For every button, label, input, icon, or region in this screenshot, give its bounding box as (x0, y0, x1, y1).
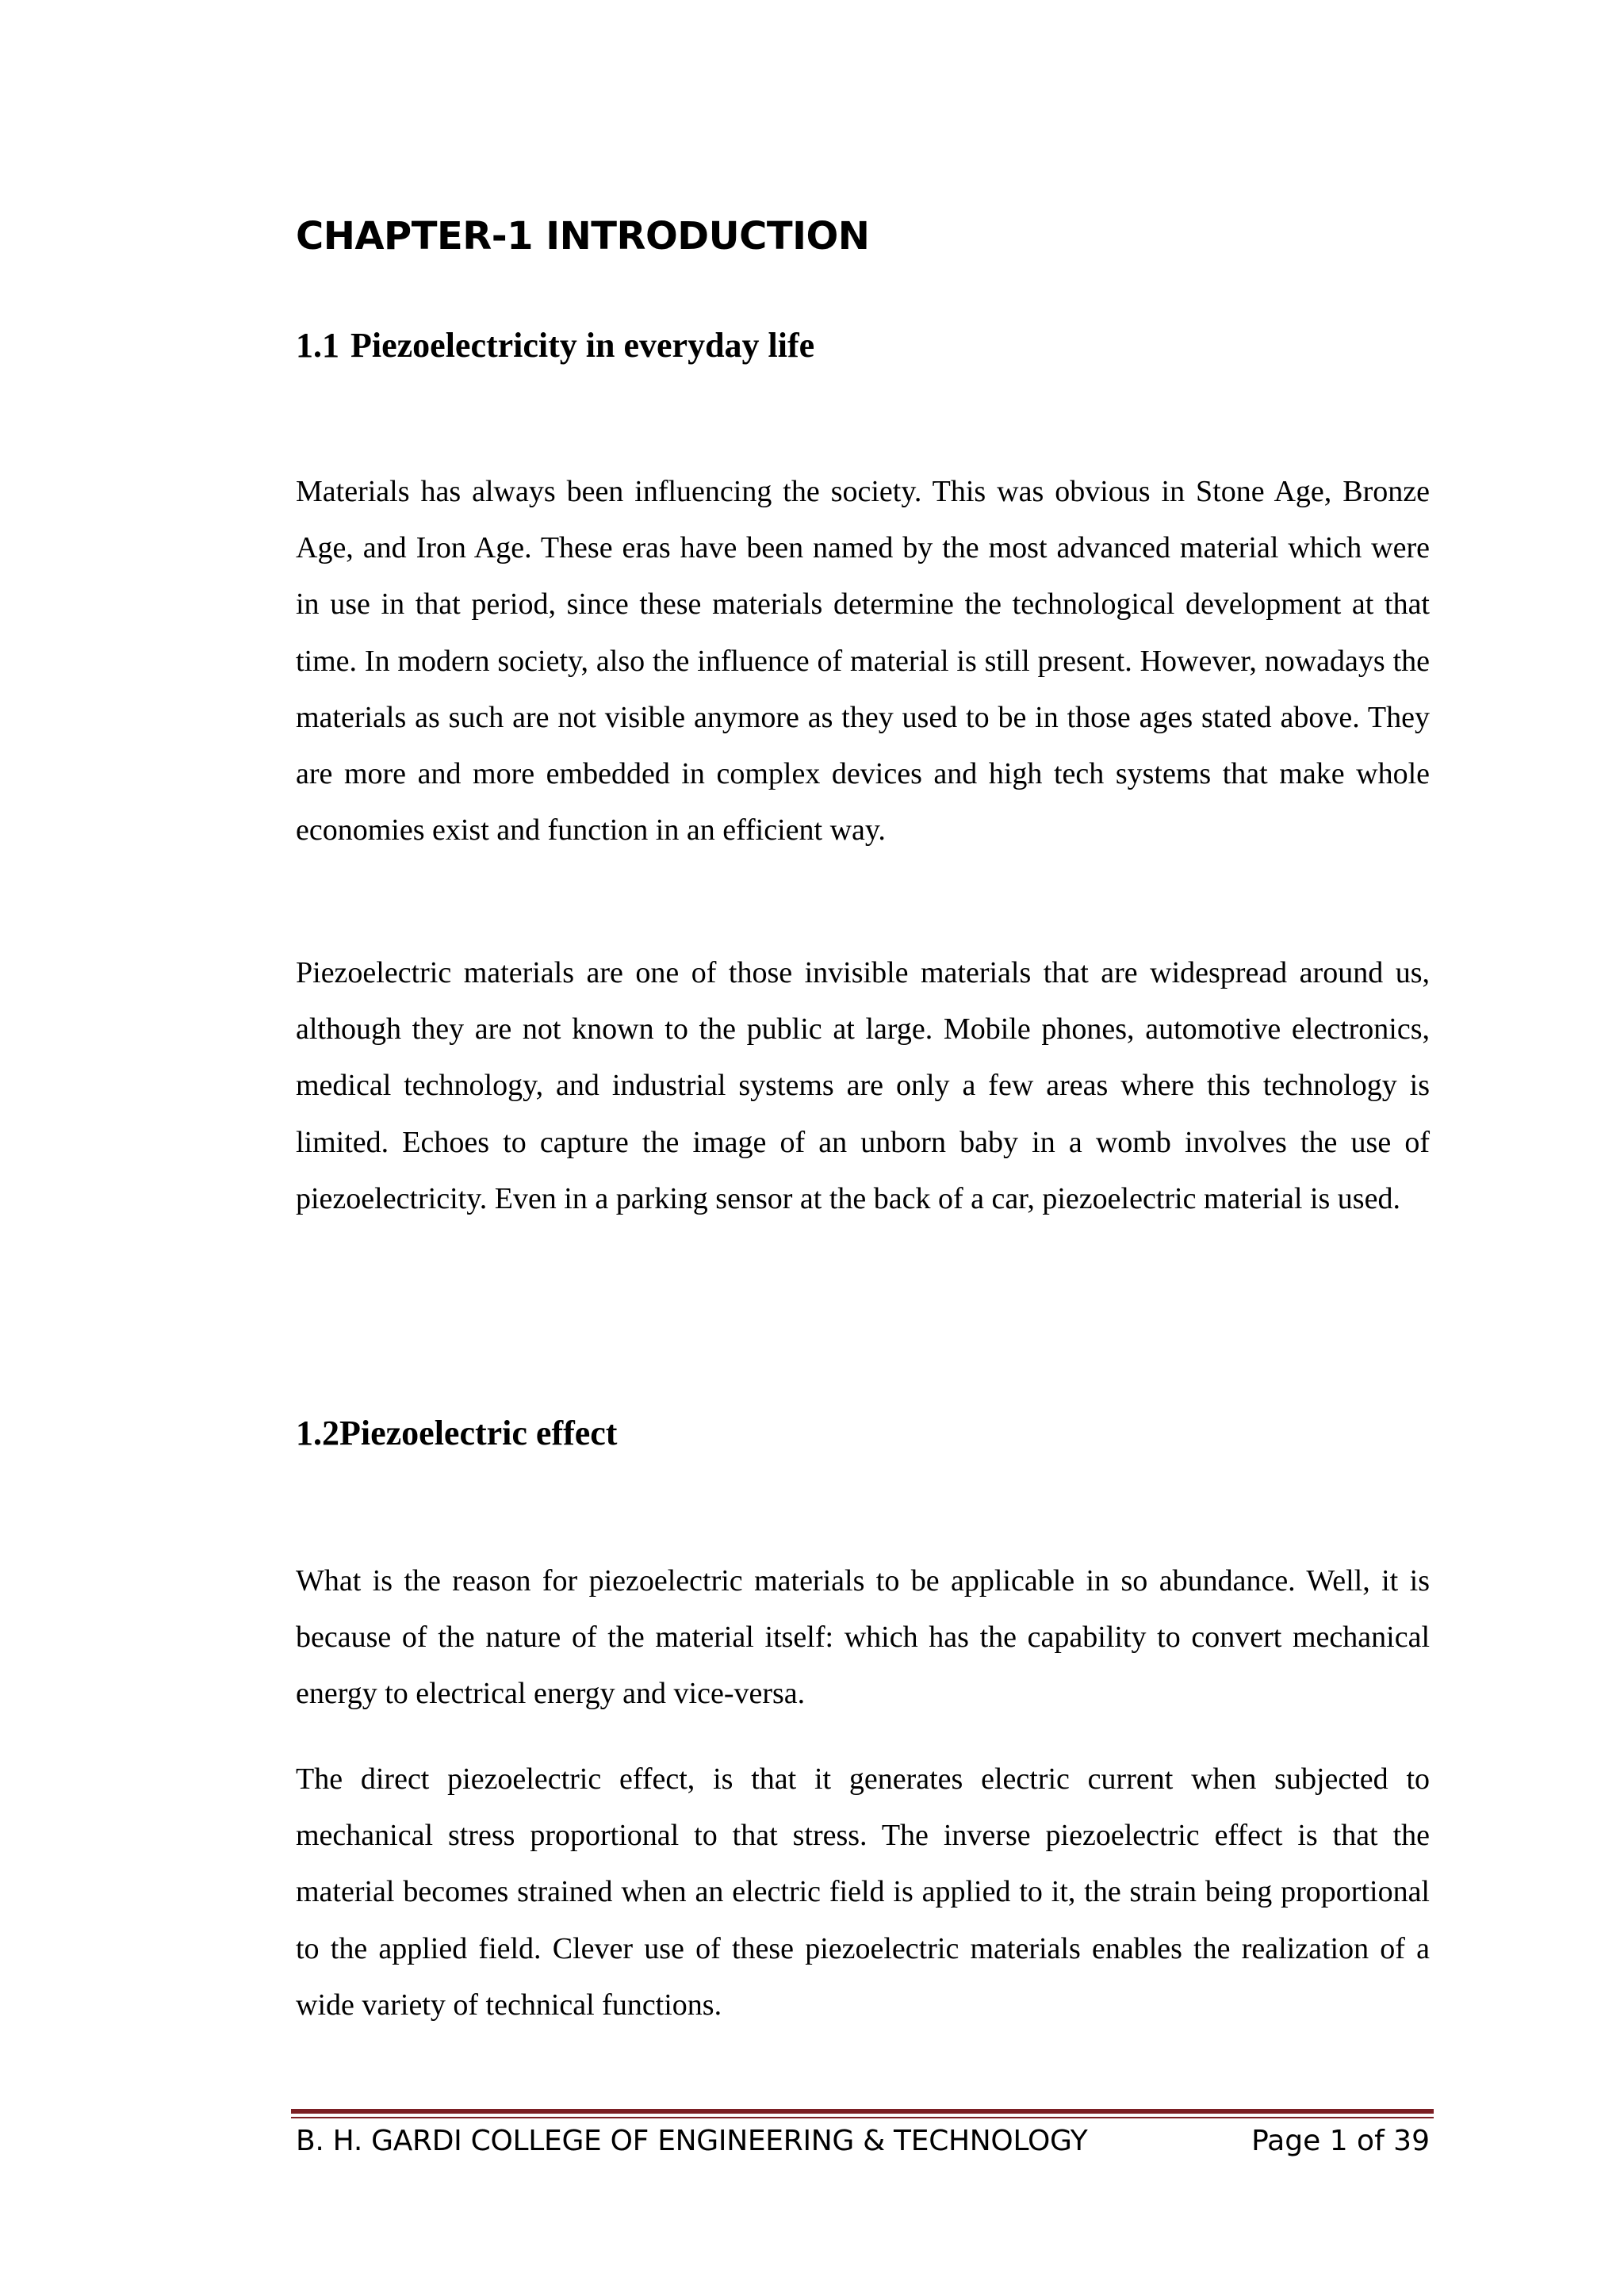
section-heading-1-2 (296, 1413, 617, 1453)
body-paragraph: Materials has always been influencing the society. This was obvious in Stone Age, Bronze Age, and Iron Age. These eras have been named by the most advanced material which were in use in that period, since these materials determine the technological development at that time. In modern society, also the influence of material is still present. However, nowadays the materials as such are not visible anymore as they used to be in those ages stated above. They are more and more embedded in complex devices and high tech systems that make whole economies exist and function in an efficient way. (296, 475, 1430, 848)
page-footer (296, 2125, 1430, 2172)
footer-institution: B. H. GARDI COLLEGE OF ENGINEERING & TECHNOLOGY (296, 2125, 1088, 2157)
footer-divider-thick (291, 2109, 1434, 2114)
section-heading-1-1 (296, 325, 814, 365)
body-paragraph: The direct piezoelectric effect, is that it generates electric current when subjected to mechanical stress proportional to that stress. The inverse piezoelectric effect is that the material becomes strained when an electric field is applied to it, the strain being proportional to the applied field. Clever use of these piezoelectric materials enables the realization of a wide variety of technical functions. (296, 1762, 1430, 2022)
section-number: 1.1 (296, 326, 339, 365)
footer-page-number: Page 1 of 39 (1251, 2125, 1430, 2157)
section-title-text: Piezoelectric effect (339, 1414, 618, 1452)
section-title-text: Piezoelectricity in everyday life (350, 326, 815, 365)
footer-divider-thin (291, 2117, 1434, 2118)
section-number: 1.2 (296, 1414, 339, 1452)
body-paragraph: What is the reason for piezoelectric materials to be applicable in so abundance. Well, it is because of the nature of the material itself: which has the capability to convert mechanical energy to electrical energy and vice-versa. (296, 1564, 1430, 1711)
chapter-title: CHAPTER-1 INTRODUCTION (296, 214, 870, 258)
body-paragraph: Piezoelectric materials are one of those invisible materials that are widespread around us, although they are not known to the public at large. Mobile phones, automotive electronics, medical technology, and industrial systems are only a few areas where this technology is limited. Echoes to capture the image of an unborn baby in a womb involves the use of piezoelectricity. Even in a parking sensor at the back of a car, piezoelectric material is used. (296, 956, 1430, 1215)
